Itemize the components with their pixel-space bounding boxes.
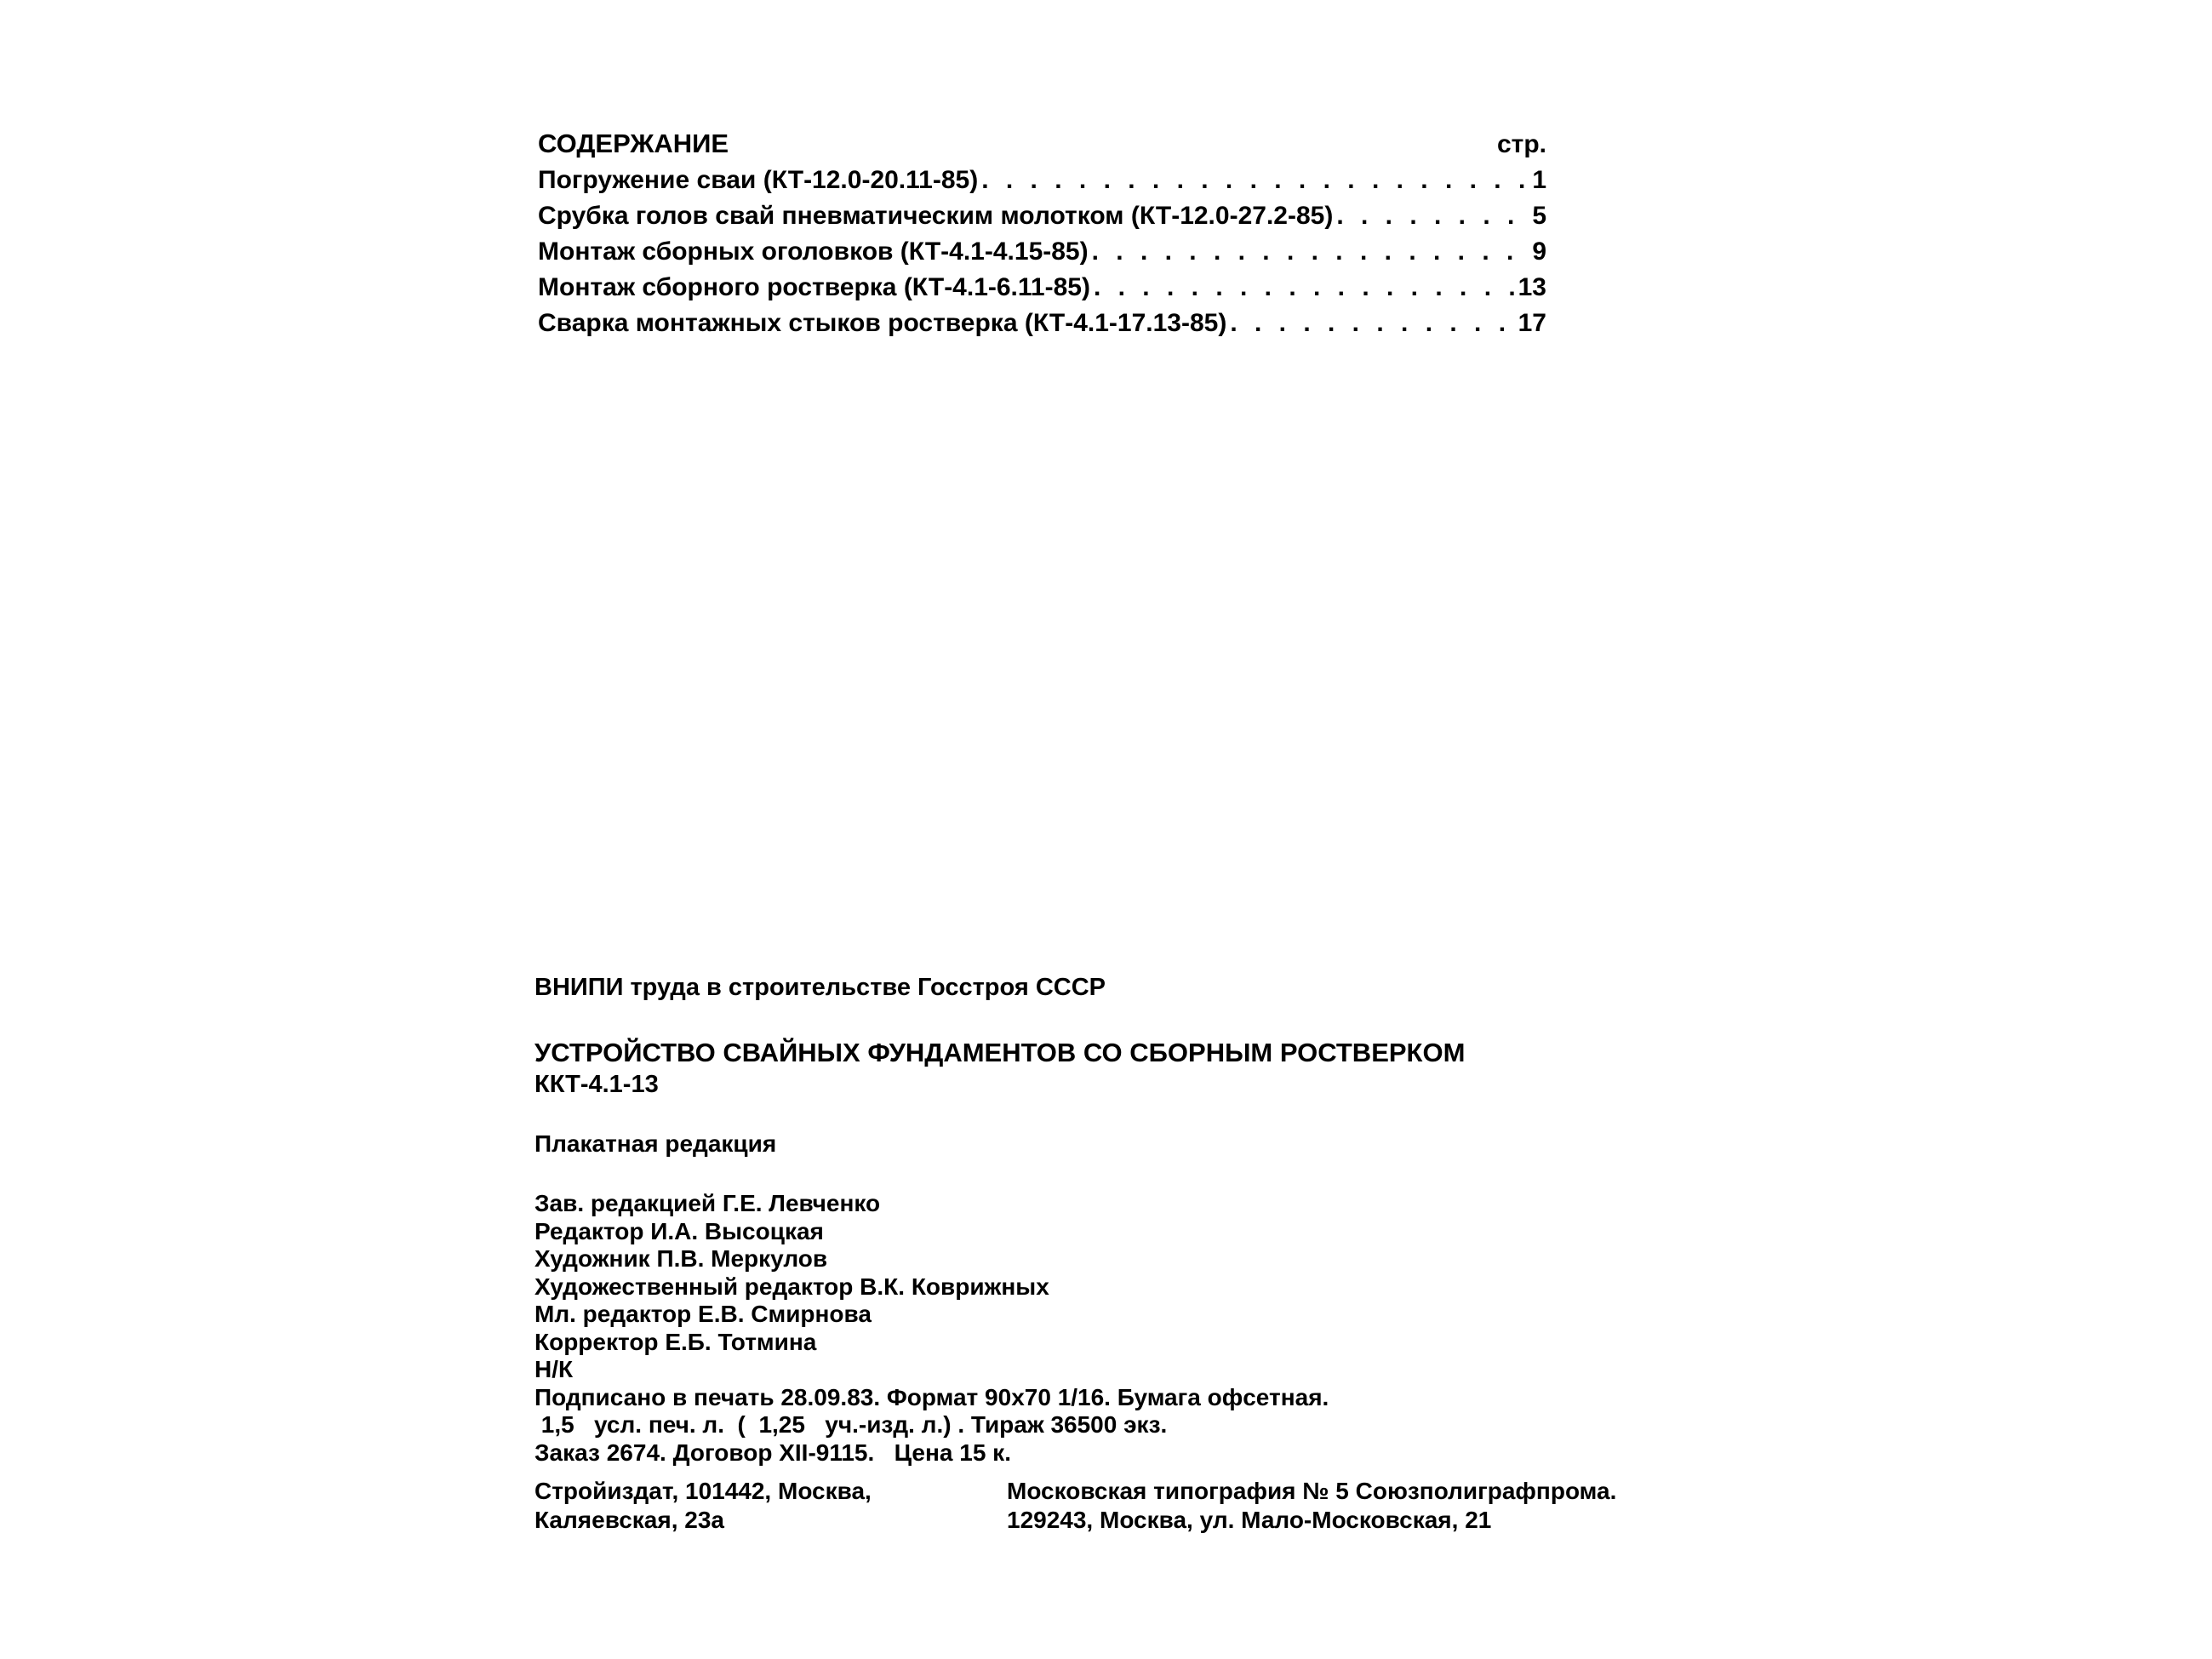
toc-page-label: стр. <box>1496 130 1546 158</box>
toc-entry <box>538 270 1546 306</box>
credit-line: Художественный редактор В.К. Коврижных <box>534 1273 1049 1300</box>
table-of-contents <box>538 126 1546 341</box>
toc-entry <box>538 163 1546 198</box>
print-details-line: Заказ 2674. Договор XII-9115. Цена 15 к. <box>534 1439 1011 1466</box>
toc-entry <box>538 306 1546 341</box>
credit-line: Корректор Е.Б. Тотмина <box>534 1328 817 1355</box>
publisher-address <box>534 1477 872 1535</box>
credits-list <box>534 1190 1726 1467</box>
toc-heading: СОДЕРЖАНИЕ <box>538 129 729 158</box>
toc-entry-page: 1 <box>1532 166 1546 194</box>
publisher-line: Стройиздат, 101442, Москва, <box>534 1478 872 1504</box>
toc-entry-title: Монтаж сборного ростверка (КТ-4.1-6.11-85) <box>538 273 1090 301</box>
credit-line: Н/К <box>534 1356 574 1382</box>
organization: ВНИПИ труда в строительстве Госстроя СССР <box>534 974 1106 1001</box>
toc-leader-dots <box>981 163 1529 198</box>
toc-entry-page: 17 <box>1518 309 1546 337</box>
toc-header <box>538 126 1546 163</box>
credit-line: Зав. редакцией Г.Е. Левченко <box>534 1190 881 1216</box>
credit-line: Мл. редактор Е.В. Смирнова <box>534 1301 872 1327</box>
toc-leader-dots <box>1092 234 1529 270</box>
publisher-line: Каляевская, 23а <box>534 1507 724 1533</box>
credit-line: Редактор И.А. Высоцкая <box>534 1217 824 1244</box>
toc-entry <box>538 234 1546 270</box>
toc-leader-dots <box>1094 270 1515 306</box>
toc-entry-title: Срубка голов свай пневматическим молотком (КТ-12.0-27.2-85) <box>538 202 1334 230</box>
printer-line: 129243, Москва, ул. Мало-Московская, 21 <box>1007 1507 1492 1533</box>
printer-line: Московская типография № 5 Союзполиграфпрома. <box>1007 1478 1617 1504</box>
book-code: ККТ-4.1-13 <box>534 1071 659 1098</box>
edition-label: Плакатная редакция <box>534 1130 777 1157</box>
toc-leader-dots <box>1230 306 1514 341</box>
imprint <box>534 970 1726 1467</box>
toc-entry-page: 9 <box>1532 237 1546 266</box>
toc-entry-title: Сварка монтажных стыков ростверка (КТ-4.1-17.13-85) <box>538 309 1227 337</box>
toc-leader-dots <box>1336 198 1529 234</box>
toc-entry <box>538 198 1546 234</box>
print-details-line: Подписано в печать 28.09.83. Формат 90х70 1/16. Бумага офсетная. <box>534 1383 1329 1410</box>
printer-address <box>1007 1477 1616 1535</box>
credit-line: Художник П.В. Меркулов <box>534 1245 828 1272</box>
toc-entry-title: Погружение сваи (КТ-12.0-20.11-85) <box>538 166 979 194</box>
print-details-line: 1,5 усл. печ. л. ( 1,25 уч.-изд. л.) . Тираж 36500 экз. <box>534 1411 1168 1438</box>
toc-entry-page: 5 <box>1532 202 1546 230</box>
toc-entry-title: Монтаж сборных оголовков (КТ-4.1-4.15-85) <box>538 237 1089 266</box>
book-title: УСТРОЙСТВО СВАЙНЫХ ФУНДАМЕНТОВ СО СБОРНЫМ РОСТВЕРКОМ <box>534 1038 1466 1067</box>
toc-entry-page: 13 <box>1518 273 1546 301</box>
